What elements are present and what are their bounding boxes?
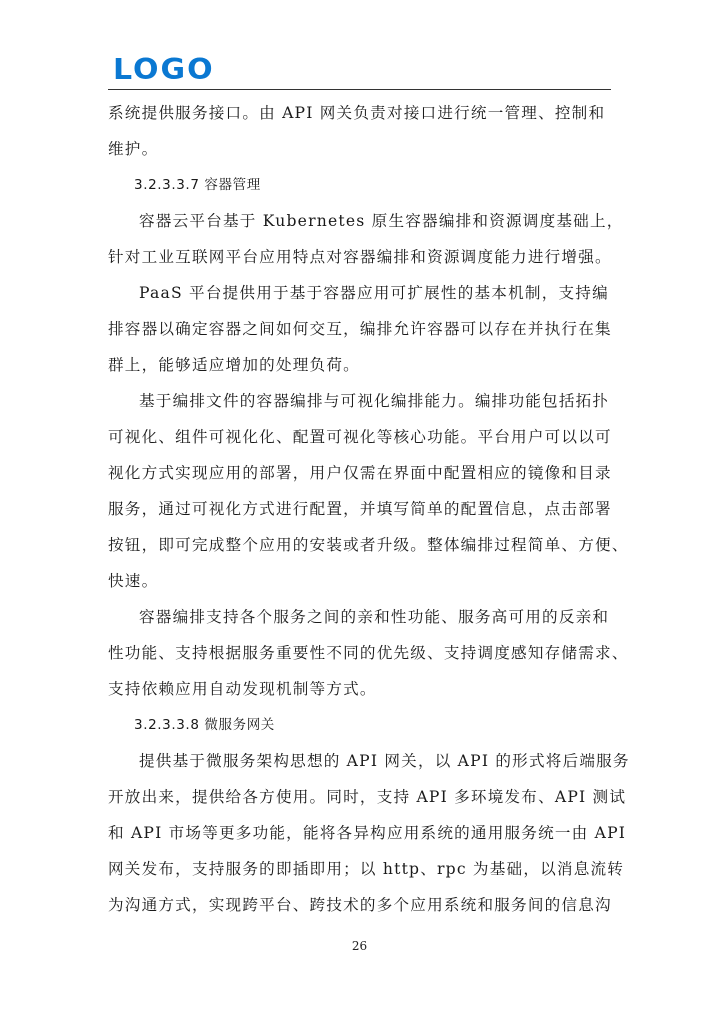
company-logo: LOGO bbox=[113, 53, 215, 87]
paragraph-line: 网关发布，支持服务的即插即用；以 http、rpc 为基础，以消息流转 bbox=[108, 860, 625, 878]
body-paragraph bbox=[108, 743, 630, 923]
paragraph-line: 服务，通过可视化方式进行配置，并填写简单的配置信息，点击部署 bbox=[108, 500, 612, 518]
paragraph-line: 容器编排支持各个服务之间的亲和性功能、服务高可用的反亲和 bbox=[139, 608, 610, 626]
body-paragraph bbox=[108, 383, 629, 599]
paragraph-line: 维护。 bbox=[108, 140, 159, 158]
page-number: 26 bbox=[351, 939, 368, 953]
body-paragraph bbox=[108, 95, 611, 167]
section-heading: 3.2.3.3.7 容器管理 bbox=[134, 177, 261, 193]
body-paragraph bbox=[108, 203, 624, 275]
paragraph-line: 基于编排文件的容器编排与可视化编排能力。编排功能包括拓扑 bbox=[139, 392, 610, 410]
paragraph-line: 可视化、组件可视化化、配置可视化等核心功能。平台用户可以以可 bbox=[108, 428, 612, 446]
paragraph-line: 视化方式实现应用的部署，用户仅需在界面中配置相应的镜像和目录 bbox=[108, 464, 612, 482]
paragraph-line: 提供基于微服务架构思想的 API 网关，以 API 的形式将后端服务 bbox=[139, 752, 630, 770]
paragraph-line: PaaS 平台提供用于基于容器应用可扩展性的基本机制，支持编 bbox=[139, 284, 609, 302]
paragraph-line: 性功能、支持根据服务重要性不同的优先级、支持调度感知存储需求、 bbox=[108, 644, 629, 662]
paragraph-line: 为沟通方式，实现跨平台、跨技术的多个应用系统和服务间的信息沟 bbox=[108, 896, 612, 914]
paragraph-line: 支持依赖应用自动发现机制等方式。 bbox=[108, 680, 377, 698]
section-heading: 3.2.3.3.8 微服务网关 bbox=[134, 717, 275, 733]
paragraph-line: 快速。 bbox=[108, 572, 159, 590]
body-paragraph bbox=[108, 275, 611, 383]
paragraph-line: 按钮，即可完成整个应用的安装或者升级。整体编排过程简单、方便、 bbox=[108, 536, 629, 554]
paragraph-line: 排容器以确定容器之间如何交互，编排允许容器可以存在并执行在集 bbox=[108, 320, 612, 338]
paragraph-line: 开放出来，提供给各方使用。同时，支持 API 多环境发布、API 测试 bbox=[108, 788, 627, 806]
paragraph-line: 系统提供服务接口。由 API 网关负责对接口进行统一管理、控制和 bbox=[108, 104, 606, 122]
paragraph-line: 针对工业互联网平台应用特点对容器编排和资源调度能力进行增强。 bbox=[108, 248, 612, 266]
paragraph-line: 群上，能够适应增加的处理负荷。 bbox=[108, 356, 360, 374]
header-rule bbox=[108, 89, 611, 90]
paragraph-line: 和 API 市场等更多功能，能将各异构应用系统的通用服务统一由 API bbox=[108, 824, 627, 842]
paragraph-line: 容器云平台基于 Kubernetes 原生容器编排和资源调度基础上， bbox=[139, 212, 624, 230]
document-body bbox=[108, 95, 630, 923]
body-paragraph bbox=[108, 599, 629, 707]
